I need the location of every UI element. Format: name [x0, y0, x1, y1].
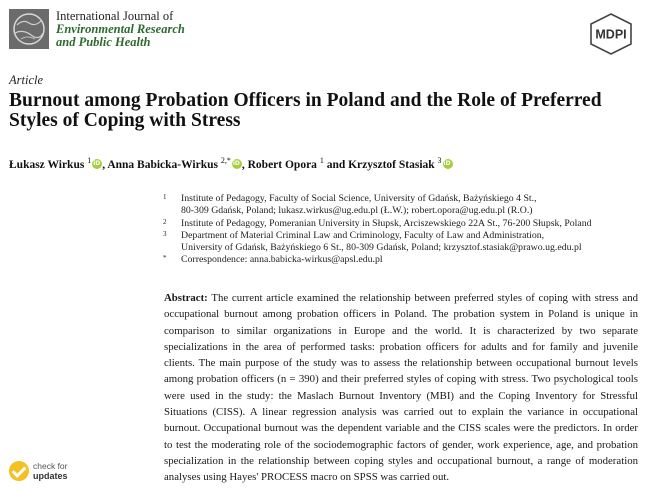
author-name[interactable]: Robert Opora	[247, 158, 320, 171]
orcid-icon[interactable]	[443, 159, 453, 169]
abstract	[164, 290, 638, 486]
abstract-text: The current article examined the relationship between preferred styles of coping with stress and occupational burnout among probation officers in Poland. The probation system in Poland is unique in comparison to similar organizations in Europe and the world. It is characterized by two separate specializations in the area of performed tasks: probation officers for adults and for family and juvenile clients. The main purpose of the study was to assess the relationship between occupational burnout levels among probation officers (n = 390) and their preferred styles of coping with stress. Two psychological tools were used in the study: the Maslach Burnout Inventory (MBI) and the Coping Inventory for Stressful Situations (CISS). A linear regression analysis was carried out to explain the variance in occupational burnout. Occupational burnout was the dependent variable and the CISS scales were the predictors. In order to test the moderating role of the sociodemographic factors of gender, work experience, age, and probation specialization in the relationship between coping styles and occupational burnout, a range of moderation analyses using Hayes' PROCESS macro on SPSS was carried out.	[164, 292, 638, 484]
affiliation-number: 3	[163, 229, 167, 238]
affiliation-line: Institute of Pedagogy, Pomeranian University in Słupsk, Arciszewskiego 22A St., 76-200 Słupsk, Poland	[181, 217, 592, 229]
affiliation-number: 2	[163, 217, 167, 226]
author-name[interactable]: Krzysztof Stasiak	[348, 158, 438, 171]
author-affiliation-marker: 1	[319, 156, 324, 165]
affiliation-number: 1	[163, 193, 167, 201]
journal-logo-icon	[9, 9, 49, 49]
journal-name	[56, 10, 185, 49]
check-updates-line2: updates	[33, 471, 68, 481]
mdpi-logo-text: MDPI	[595, 27, 627, 42]
author-list	[9, 156, 453, 171]
affiliation-line: University of Gdańsk, Bażyńskiego 6 St., 80-309 Gdańsk, Poland; krzysztof.stasiak@prawo.ug.edu.pl	[181, 242, 582, 254]
journal-name-line1: International Journal of	[56, 9, 174, 23]
affiliation-item	[163, 254, 633, 266]
article-title: Burnout among Probation Officers in Poland and the Role of Preferred Styles of Coping with Stress	[9, 90, 602, 131]
author-separator: and	[323, 158, 349, 171]
affiliation-item	[163, 193, 633, 218]
check-updates-icon	[9, 461, 29, 481]
affiliation-line: Correspondence: anna.babicka-wirkus@apsl.edu.pl	[181, 254, 383, 266]
mdpi-logo-icon	[585, 13, 637, 55]
affiliation-item	[163, 218, 633, 230]
author-affiliation-marker: 2,*	[220, 156, 231, 165]
orcid-icon[interactable]	[232, 159, 242, 169]
abstract-label: Abstract:	[164, 292, 208, 304]
affiliation-number: *	[163, 254, 167, 263]
affiliation-line: Institute of Pedagogy, Faculty of Social Science, University of Gdańsk, Bażyńskiego 4 St.,	[181, 193, 537, 204]
affiliations	[163, 193, 633, 267]
check-for-updates-button[interactable]	[9, 459, 81, 485]
affiliation-item	[163, 230, 633, 255]
check-updates-line1: check for	[33, 461, 68, 471]
article-type: Article	[9, 73, 44, 87]
affiliation-line: Department of Material Criminal Law and Criminology, Faculty of Law and Administration,	[181, 229, 545, 241]
author-name[interactable]: Anna Babicka-Wirkus	[107, 158, 221, 171]
author-separator: ,	[102, 158, 108, 171]
author-separator: ,	[241, 158, 248, 171]
author-affiliation-marker: 3	[437, 156, 442, 165]
author-name[interactable]: Łukasz Wirkus	[9, 158, 88, 171]
orcid-icon[interactable]	[92, 159, 102, 169]
affiliation-line: 80-309 Gdańsk, Poland; lukasz.wirkus@ug.edu.pl (Ł.W.); robert.opora@ug.edu.pl (R.O.)	[181, 205, 533, 217]
journal-name-line3: and Public Health	[56, 35, 151, 49]
author-affiliation-marker: 1	[87, 156, 92, 165]
journal-name-line2: Environmental Research	[56, 22, 185, 36]
